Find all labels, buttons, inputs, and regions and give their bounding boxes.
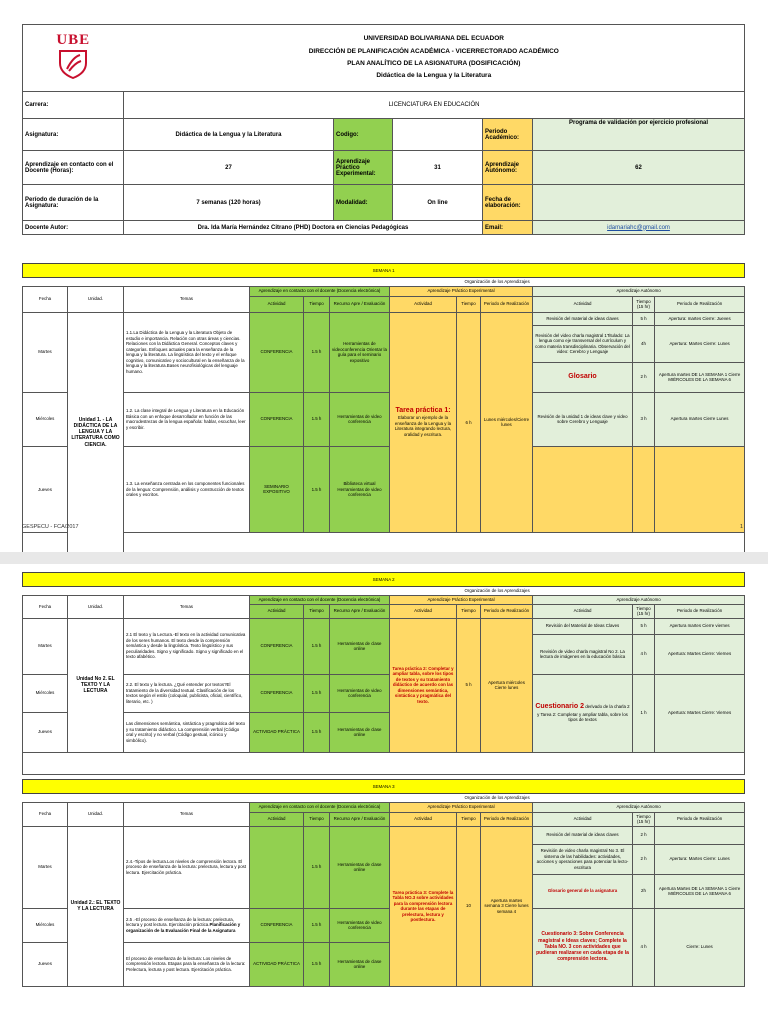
practica-empty (533, 446, 633, 533)
auto-periodo: Apertura martes DE LA SEMANA 1 Cierre MIÉRCOLES DE LA SEMANA 6 (655, 362, 745, 392)
fecha-cell: Martes (23, 618, 68, 674)
fecha-cell: Miércoles (23, 392, 68, 446)
col-periodo: Periodo de Realización (655, 296, 745, 312)
auto-tiempo: 2 h (633, 826, 655, 844)
recurso-cell: Herramientas de clase online (330, 618, 390, 674)
actividad-cell: ACTIVIDAD PRÁCTICA (250, 712, 304, 752)
tema-bold: Planificación y organización de la Evaluación Final de la Asignatura (126, 922, 241, 933)
col-autonomo: Aprendizaje Autónomo (533, 802, 745, 812)
col-periodo: Periodo de Realización (481, 812, 533, 826)
week-2-table (22, 572, 745, 775)
auto-cuestionario: Cuestionario 3: Sobre Conferencia magistral e Ideas claves; Complete la Tabla NO. 3 con actividades que pudieran realizarse en cada etapa de la comprensión lectora. (533, 908, 633, 986)
docente-label: Docente Autor: (23, 221, 124, 235)
duracion-value: 7 semanas (120 horas) (124, 185, 334, 221)
practica-tiempo: 10 (457, 826, 481, 986)
footer-page: 1 (740, 524, 744, 530)
tema-text: 2.5 .-El proceso de enseñanza de la lectura: prelectura, lectura y post lectura. Ejercitación práctica. (126, 916, 234, 928)
tiempo-cell: 1.5 h (304, 942, 330, 986)
col-periodo: Periodo de Realización (481, 604, 533, 618)
unidad-cell: Unidad No 2. EL TEXTO Y LA LECTURA (68, 618, 124, 752)
practica-empty (655, 446, 745, 533)
col-tiempo: Tiempo (457, 812, 481, 826)
col-fecha: Fecha (23, 595, 68, 618)
organizacion-label: Organización de los Aprendizajes (464, 795, 530, 800)
cuestionario-title: Cuestionario 2 (535, 703, 584, 711)
organizacion-label: Organización de los Aprendizajes (464, 279, 530, 284)
week-1-table (22, 263, 745, 553)
auto-glosario: Glosario general de la asignatura (533, 874, 633, 908)
week-3-table (22, 779, 745, 987)
auto-actividad: Revisión de la unidad 1 de ideas clave y video sobre Cerebro y Lenguaje (533, 392, 633, 446)
practica-periodo: Apertura martes semana 3 Cierre lunes semana 4 (481, 826, 533, 986)
auto-actividad: Revisión del Material de Ideas Claves (533, 618, 633, 634)
tiempo-cell: 1.5 h (304, 312, 330, 392)
col-temas: Temas (124, 286, 250, 312)
header-titles (124, 25, 745, 92)
col-autonomo: Aprendizaje Autónomo (533, 286, 745, 296)
email-link[interactable]: idamariahc@gmail.com (607, 224, 670, 231)
spacer-row (23, 752, 745, 774)
email-label: Email: (483, 221, 533, 235)
tema-cell: 1.3. La enseñanza centrada en los componentes funcionales de la lengua: Comprensión, análisis y construcción de textos orales y escritos. (124, 446, 250, 533)
fecha-cell: Jueves (23, 712, 68, 752)
auto-periodo: Apertura: martes Cierre: Jueves (655, 312, 745, 325)
col-tiempo: Tiempo (15 hr) (633, 296, 655, 312)
contacto-value: 27 (124, 151, 334, 185)
col-actividad: Actividad (250, 296, 304, 312)
col-tiempo: Tiempo (304, 296, 330, 312)
periodo-label: Periodo Académico: (483, 119, 533, 151)
col-tiempo: Tiempo (457, 604, 481, 618)
col-contacto: Aprendizaje en contacto con el docente (Docencia electrónica) (250, 802, 390, 812)
tiempo-cell: 1.5 h (304, 446, 330, 533)
duracion-label: Período de duración de la Asignatura: (23, 185, 124, 221)
col-actividad: Actividad (250, 812, 304, 826)
col-actividad: Actividad (390, 604, 457, 618)
practica-empty (633, 446, 655, 533)
auto-actividad: Revisión del material de ideas claves (533, 312, 633, 325)
unidad-cell: Unidad 2.: EL TEXTO Y LA LECTURA (68, 826, 124, 986)
fecha-cell: Martes (23, 826, 68, 908)
auto-tiempo: 4 h (633, 908, 655, 986)
carrera-label: Carrera: (23, 92, 124, 119)
direction-name: DIRECCIÓN DE PLANIFICACIÓN ACADÉMICA - VICERRECTORADO ACADÉMICO (308, 47, 559, 55)
col-periodo: Periodo de Realización (481, 296, 533, 312)
auto-tiempo: 3 h (633, 392, 655, 446)
tiempo-cell: 1.5 h (304, 392, 330, 446)
col-tiempo: Tiempo (304, 812, 330, 826)
university-name: UNIVERSIDAD BOLIVARIANA DEL ECUADOR (363, 35, 504, 43)
auto-tiempo: 1 h (633, 674, 655, 752)
fecha-cell: Miércoles (23, 908, 68, 942)
subject-title: Didáctica de la Lengua y la Literatura (376, 72, 492, 80)
col-temas: Temas (124, 595, 250, 618)
actividad-cell: SEMINARIO EXPOSITIVO (250, 446, 304, 533)
recurso-cell: Herramientas de video conferencia (330, 674, 390, 712)
practica-cell: Tarea práctica 2: Completar y ampliar tabla, sobre los tipos de textos y su tratamiento didáctico de acuerdo con las dimensiones semántica, sintáctica y pragmática del texto. (390, 618, 457, 752)
practica-tiempo: 6 h (457, 312, 481, 533)
col-contacto: Aprendizaje en contacto con el docente (Docencia electrónica) (250, 595, 390, 604)
tiempo-cell: 1.5 h (304, 908, 330, 942)
asignatura-value: Didáctica de la Lengua y la Literatura (124, 119, 334, 151)
contacto-label: Aprendizaje en contacto con el Docente (Horas): (23, 151, 124, 185)
tema-cell: 2.1 El texto y la Lectura.-El texto en la actividad comunicativa de los seres humanos. El texto desde la comprensión semántica y desde la lingüística. Texto lingüístico y sus peculiaridades. Signo y significado. Signo y significado en el texto afabético. (124, 618, 250, 674)
col-unidad: Unidad. (68, 802, 124, 826)
auto-periodo: Apertura martes Cierre Lunes (655, 392, 745, 446)
practica-tiempo: 5 h (457, 618, 481, 752)
auto-actividad: Revisión del material de ideas claves (533, 826, 633, 844)
page-2 (0, 564, 768, 1024)
auto-periodo: Cierre: Lunes (655, 908, 745, 986)
auto-cuestionario (533, 674, 633, 752)
col-actividad: Actividad (533, 604, 633, 618)
col-unidad: Unidad. (68, 286, 124, 312)
auto-tiempo: 2 h (633, 844, 655, 874)
actividad-cell: CONFERENCIA (250, 674, 304, 712)
auto-tiempo: 4h (633, 325, 655, 362)
auto-periodo: Apertura martes Cierre viernes (655, 618, 745, 634)
recurso-cell: Biblioteca virtual Herramientas de video conferencia (330, 446, 390, 533)
auto-periodo: Apertura: Martes Cierre: Lunes (655, 844, 745, 874)
modalidad-label: Modalidad: (334, 185, 393, 221)
fecha-cell: Jueves (23, 942, 68, 986)
col-unidad: Unidad. (68, 595, 124, 618)
tema-cell: 1.2. La clase integral de Lengua y Literatura en la Educación Básica con un enfoque desarrollador en función de las macrodestrezas de la lengua española: hablar, escuchar, leer y escribir. (124, 392, 250, 446)
practica-periodo: Apertura miércoles Cierre lunes (481, 618, 533, 752)
auto-actividad: Revisión de video charla magistral No 3. El sistema de las habilidades: actividades, acciones y operaciones para potenciar la lecto-escritura (533, 844, 633, 874)
tiempo-cell: 1.5 h (304, 674, 330, 712)
auto-periodo: Apertura: Martes Cierre: Viernes (655, 674, 745, 752)
asignatura-label: Asignatura: (23, 119, 124, 151)
auto-actividad: Revisión del video charla magistral 1Titulado: La lengua como eje transversal del currículum y como materia transdisciplinaria. Observación del video: Cerebro y Lenguaje (533, 325, 633, 362)
week-3-title: SEMANA 3 (23, 780, 745, 794)
docente-value: Dra. Ida María Hernández Citrano (PHD) Doctora en Ciencias Pedagógicas (124, 221, 483, 235)
spacer-row (23, 533, 745, 553)
codigo-label: Codigo: (334, 119, 393, 151)
auto-tiempo: 2 h (633, 362, 655, 392)
codigo-value (393, 119, 483, 151)
fecha-cell: Miércoles (23, 674, 68, 712)
col-tiempo: Tiempo (457, 296, 481, 312)
email-cell (533, 221, 745, 235)
auto-periodo: Apertura Martes DE LA SEMANA 1 Cierre MIÉRCOLES DE LA SEMANA 6 (655, 874, 745, 908)
col-recurso: Recurso Apre / Evaluación (330, 812, 390, 826)
actividad-cell: CONFERENCIA (250, 392, 304, 446)
col-actividad: Actividad (533, 296, 633, 312)
auto-tiempo: 5 h (633, 312, 655, 325)
auto-tiempo: 4 h (633, 634, 655, 674)
practica-title: Tarea práctica 1: (395, 407, 451, 415)
recurso-cell: Herramientas de video conferencia (330, 908, 390, 942)
actividad-cell: ACTIVIDAD PRÁCTICA (250, 942, 304, 986)
practica-text: Elaborar un ejemplo de la enseñanza de la Lengua y la Literatura integrando lectura, oralidad y escritura. (394, 415, 452, 437)
ube-logo: UBE (56, 32, 91, 48)
auto-glosario: Glosario (533, 362, 633, 392)
tema-cell: 2.4.-Tipos de lectura.Los niveles de comprensión lectora. El proceso de enseñanza de la lectura: prelectura, lectura y post lectura. Ejercitación práctica. (124, 826, 250, 908)
unidad-cell: Unidad 1. - LA DIDÁCTICA DE LA LENGUA Y LA LITERATURA COMO CIENCIA. (68, 312, 124, 553)
recurso-cell: Herramientas de clase online (330, 826, 390, 908)
col-periodo: Periodo de Realización (655, 812, 745, 826)
tiempo-cell: 1.5 h (304, 712, 330, 752)
auto-periodo: Apertura: Martes Cierre: Viernes (655, 634, 745, 674)
practica-cell: Tarea práctica 3: Complete la Tabla NO.3 sobre actividades para la comprensión lectora durante las etapas de prelectura, lectura y postlectura. (390, 826, 457, 986)
fecha-cell: Martes (23, 312, 68, 392)
fecha-value (533, 185, 745, 221)
actividad-cell (250, 826, 304, 908)
col-fecha: Fecha (23, 802, 68, 826)
actividad-cell: CONFERENCIA (250, 908, 304, 942)
fecha-cell: Jueves (23, 446, 68, 533)
tema-cell: El proceso de enseñanza de la lectura: Los niveles de comprensión lectora. Etapas para la enseñanza de la lectura: Prelectura, lectura y post lectura. Ejercitación práctica. (124, 942, 250, 986)
practica-periodo: Lunes miércoles/Cierre lunes (481, 312, 533, 533)
col-tiempo: Tiempo (15 hr) (633, 812, 655, 826)
auto-periodo: Apertura: Martes Cierre: Lunes (655, 325, 745, 362)
col-recurso: Recurso Apre / Evaluación (330, 296, 390, 312)
cuestionario-text: derivado de la charla 2 y Tarea 2: Completar y ampliar tabla, sobre los tipos de textos (537, 704, 630, 723)
practico-label: Aprendizaje Práctico Experimental: (334, 151, 393, 185)
col-autonomo: Aprendizaje Autónomo (533, 595, 745, 604)
tema-cell (124, 908, 250, 942)
col-actividad: Actividad (250, 604, 304, 618)
col-tiempo: Tiempo (15 hr) (633, 604, 655, 618)
autonomo-label: Aprendizaje Autónomo: (483, 151, 533, 185)
recurso-cell: Herramientas de clase online (330, 712, 390, 752)
modalidad-value: On line (393, 185, 483, 221)
col-practico: Aprendizaje Práctico Experimental (390, 802, 533, 812)
auto-tiempo: 5 h (633, 618, 655, 634)
footer-left: GESPECU - FCA/2017 (22, 524, 79, 530)
auto-periodo (655, 826, 745, 844)
practico-value: 31 (393, 151, 483, 185)
recurso-cell: Herramientas de clase online (330, 942, 390, 986)
fecha-label: Fecha de elaboración: (483, 185, 533, 221)
col-actividad: Actividad (533, 812, 633, 826)
col-fecha: Fecha (23, 286, 68, 312)
autonomo-value: 62 (533, 151, 745, 185)
col-actividad: Actividad (390, 812, 457, 826)
actividad-cell: CONFERENCIA (250, 312, 304, 392)
organizacion-label: Organización de los Aprendizajes (464, 588, 530, 593)
col-contacto: Aprendizaje en contacto con el docente (Docencia electrónica) (250, 286, 390, 296)
auto-tiempo: 2h (633, 874, 655, 908)
col-periodo: Periodo de Realización (655, 604, 745, 618)
col-practico: Aprendizaje Práctico Experimental (390, 595, 533, 604)
plan-title: PLAN ANALÍTICO DE LA ASIGNATURA (DOSIFICACIÓN) (347, 60, 521, 67)
col-temas: Temas (124, 802, 250, 826)
week-1-title: SEMANA 1 (23, 264, 745, 278)
tema-cell: 1.1.La Didáctica de la Lengua y la Literatura Objeto de estudio e importancia. Relación con otras áreas y ciencias. Relaciones con la Didáctica General. Conceptos claves y categorías. Enfoques actuales para la enseñanza de la lengua y la literatura. La lingüística del texto y el enfoque cognitivo, comunicativo y sociocultural en la enseñanza de la lengua y la literatura.Bases neurofisiológicas del lenguaje humano. (124, 312, 250, 392)
col-actividad: Actividad (390, 296, 457, 312)
practica-cell (390, 312, 457, 533)
col-practico: Aprendizaje Práctico Experimental (390, 286, 533, 296)
page-separator (0, 552, 768, 564)
course-header-table (22, 24, 745, 235)
carrera-value: LICENCIATURA EN EDUCACIÓN (124, 92, 745, 119)
recurso-cell: Herramientas de video conferencia (330, 392, 390, 446)
actividad-cell: CONFERENCIA (250, 618, 304, 674)
periodo-value: Programa de validación por ejercicio profesional (533, 119, 745, 151)
tiempo-cell: 1.5 h (304, 826, 330, 908)
col-recurso: Recurso Apre / Evaluación (330, 604, 390, 618)
tiempo-cell: 1.5 h (304, 618, 330, 674)
auto-actividad: Revisión de video charla magistral No 2. La lectura de imágenes en la educación básica (533, 634, 633, 674)
logo-cell (23, 25, 124, 92)
col-tiempo: Tiempo (304, 604, 330, 618)
tema-cell: Las dimensiones semántica, sintáctica y pragmática del texto y su tratamiento didáctico. La comprensión verbal (Código oral y escrito) y no verbal (Código gestual, icónico y simbólico). (124, 712, 250, 752)
tema-cell: 2.2. El texto y la lectura. ¿Qué entender por textos?El tratamiento de la diversidad textual. Clasificación de los textos según el estilo (coloquial, publicista, oficial, científico, literario, etc. ) (124, 674, 250, 712)
recurso-cell: Herramientas de videoconferencia Orientar la guía para el seminario expositivo (330, 312, 390, 392)
week-2-title: SEMANA 2 (23, 573, 745, 587)
shield-logo-icon (57, 49, 89, 79)
